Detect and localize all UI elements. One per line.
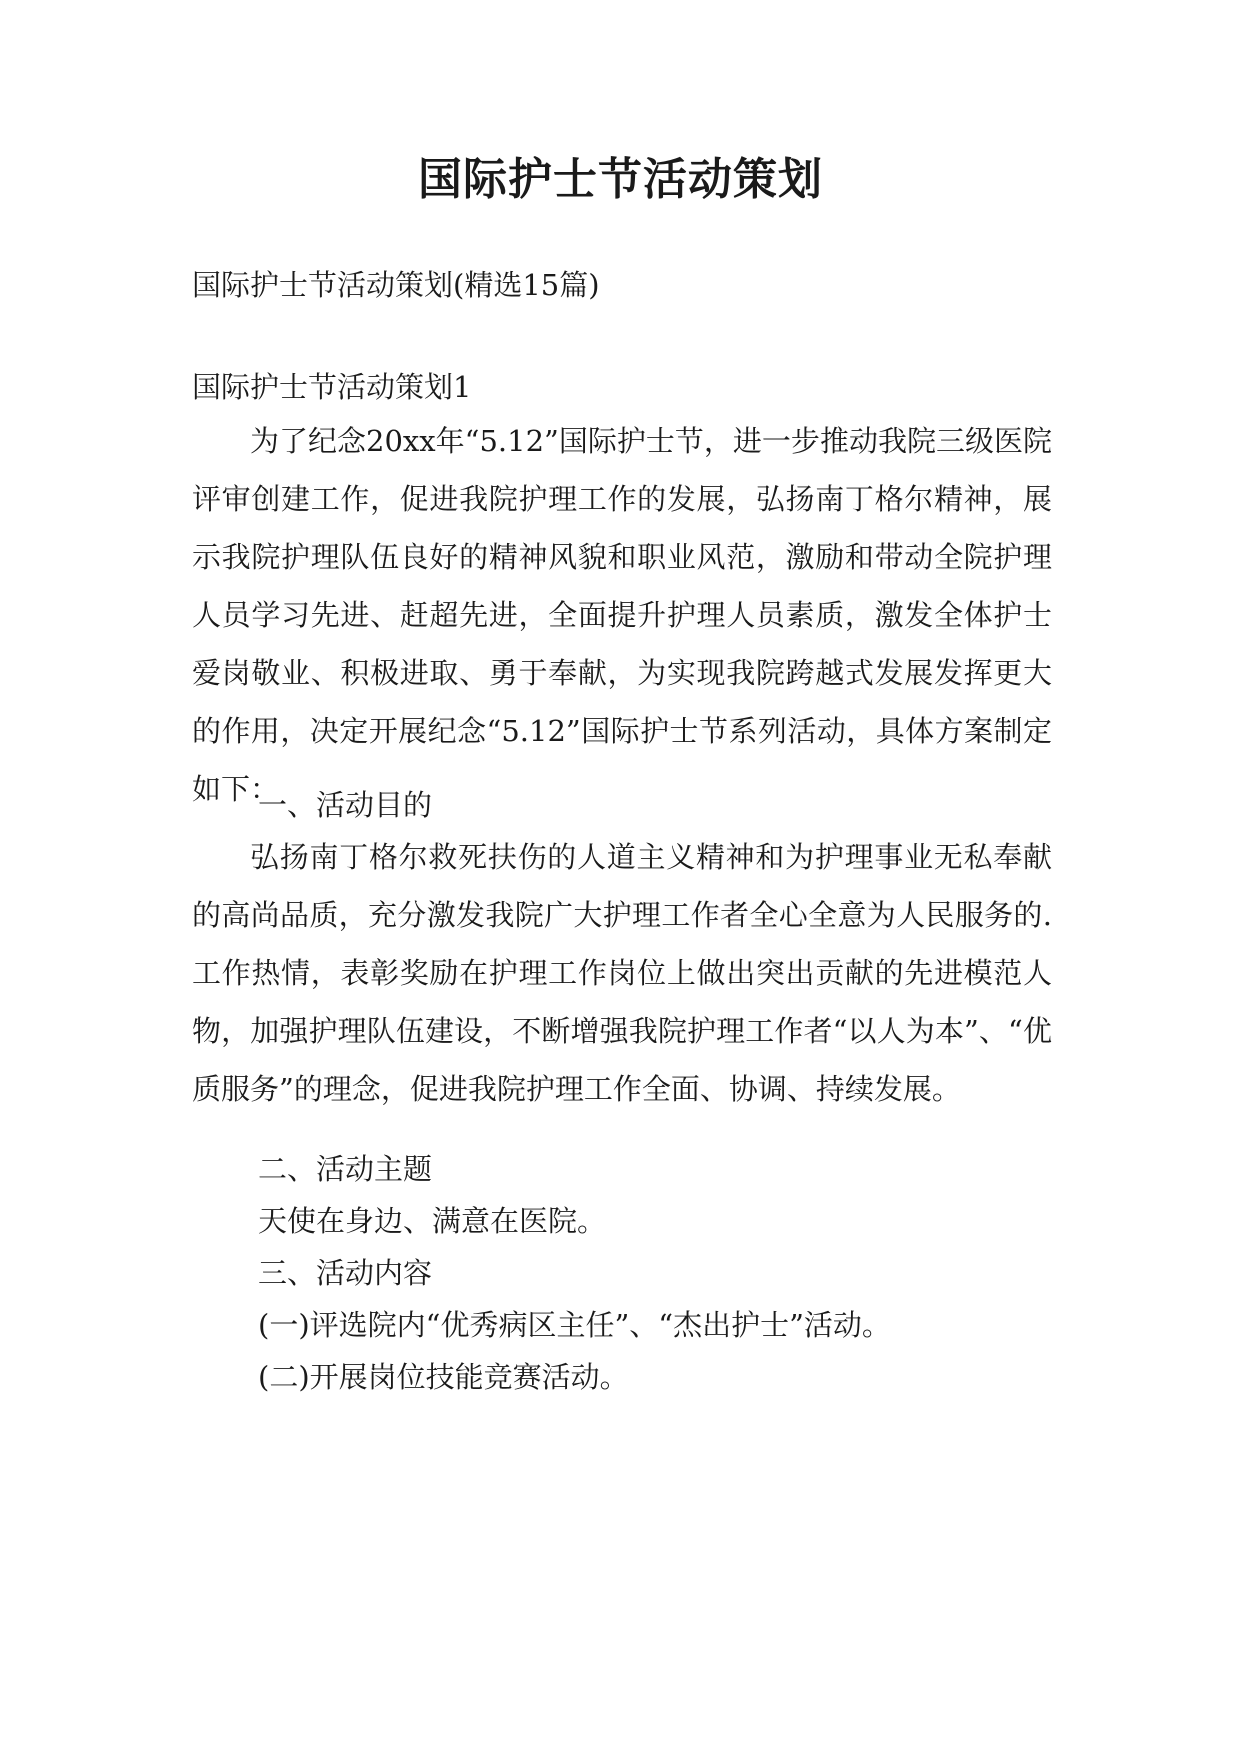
theme-text: 天使在身边、满意在医院。 bbox=[258, 1204, 607, 1238]
heading-theme: 二、活动主题 bbox=[258, 1152, 433, 1186]
heading-purpose: 一、活动目的 bbox=[258, 788, 433, 822]
purpose-paragraph: 弘扬南丁格尔救死扶伤的人道主义精神和为护理事业无私奉献的高尚品质，充分激发我院广大护理工作者全心全意为人民服务的.工作热情，表彰奖励在护理工作岗位上做出突出贡献的先进模范人物，加强护理队伍建设，不断增强我院护理工作者“以人为本”、“优质服务”的理念，促进我院护理工作全面、协调、持续发展。 bbox=[192, 840, 1052, 1106]
content-item-2: (二)开展岗位技能竞赛活动。 bbox=[258, 1360, 629, 1394]
heading-content: 三、活动内容 bbox=[258, 1256, 433, 1290]
document-subtitle: 国际护士节活动策划(精选15篇) bbox=[192, 268, 600, 302]
intro-paragraph: 为了纪念20xx年“5.12”国际护士节，进一步推动我院三级医院评审创建工作，促进我院护理工作的发展，弘扬南丁格尔精神，展示我院护理队伍良好的精神风貌和职业风范，激励和带动全院护理人员学习先进、赶超先进，全面提升护理人员素质，激发全体护士爱岗敬业、积极进取、勇于奉献，为实现我院跨越式发展发挥更大的作用，决定开展纪念“5.12”国际护士节系列活动，具体方案制定如下： bbox=[192, 424, 1052, 806]
content-item-1: (一)评选院内“优秀病区主任”、“杰出护士”活动。 bbox=[258, 1308, 891, 1342]
document-title: 国际护士节活动策划 bbox=[418, 154, 823, 205]
section-heading: 国际护士节活动策划1 bbox=[192, 370, 472, 404]
